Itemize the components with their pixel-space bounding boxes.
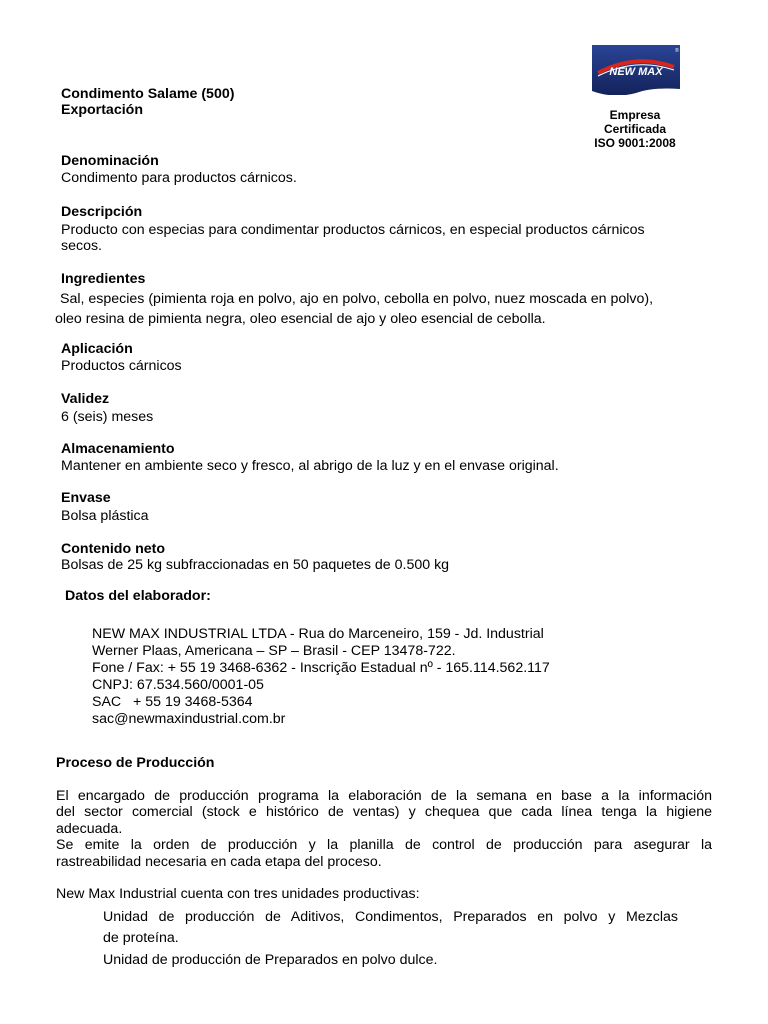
- ingredientes-heading: Ingredientes: [61, 271, 146, 287]
- units-intro: New Max Industrial cuenta con tres unidades productivas:: [56, 886, 420, 902]
- denominacion-text: Condimento para productos cárnicos.: [61, 170, 297, 186]
- contenido-heading: Contenido neto: [61, 541, 166, 557]
- document-title: Condimento Salame (500): [61, 86, 235, 102]
- proceso-p1-line-3: adecuada.: [56, 821, 123, 837]
- envase-heading: Envase: [61, 490, 111, 506]
- proceso-heading: Proceso de Producción: [56, 755, 215, 771]
- cert-line-2: Certificada: [603, 122, 667, 136]
- elaborador-line: CNPJ: 67.534.560/0001-05: [92, 677, 264, 693]
- contenido-text: Bolsas de 25 kg subfraccionadas en 50 paquetes de 0.500 kg: [61, 557, 450, 573]
- proceso-p2-line-1: Se emite la orden de producción y la planilla de control de producción para asegurar la: [56, 837, 712, 853]
- elaborador-line: Fone / Fax: + 55 19 3468-6362 - Inscrição Estadual nº - 165.114.562.117: [92, 660, 550, 676]
- ingredientes-line-2: oleo resina de pimienta negra, oleo esencial de ajo y oleo esencial de cebolla.: [55, 311, 546, 327]
- proceso-p1-line-2: del sector comercial (stock e histórico de ventas) y chequea que cada línea tenga la higiene: [56, 804, 712, 820]
- envase-text: Bolsa plástica: [61, 508, 149, 524]
- unit-1-line-1: Unidad de producción de Aditivos, Condimentos, Preparados en polvo y Mezclas: [103, 909, 678, 925]
- new-max-logo: [592, 45, 680, 95]
- unit-1-line-2: de proteína.: [103, 930, 179, 946]
- validez-text: 6 (seis) meses: [61, 409, 154, 425]
- almacenamiento-heading: Almacenamiento: [61, 441, 175, 457]
- proceso-p2-line-2: rastreabilidad necesaria en cada etapa del proceso.: [56, 854, 382, 870]
- descripcion-heading: Descripción: [61, 204, 143, 220]
- almacenamiento-text: Mantener en ambiente seco y fresco, al abrigo de la luz y en el envase original.: [61, 458, 559, 474]
- svg-text:®: ®: [675, 48, 679, 54]
- elaborador-line: Werner Plaas, Americana – SP – Brasil - CEP 13478-722.: [92, 643, 456, 659]
- validez-heading: Validez: [61, 391, 110, 407]
- denominacion-heading: Denominación: [61, 153, 159, 169]
- certification-block: [570, 108, 700, 150]
- elaborador-heading: Datos del elaborador:: [65, 588, 211, 604]
- descripcion-line-1: Producto con especias para condimentar productos cárnicos, en especial productos cárnicos: [61, 222, 645, 238]
- elaborador-line: NEW MAX INDUSTRIAL LTDA - Rua do Marceneiro, 159 - Jd. Industrial: [92, 626, 544, 642]
- cert-line-1: Empresa: [609, 108, 661, 122]
- elaborador-line: SAC + 55 19 3468-5364: [92, 694, 253, 710]
- logo-text: NEW MAX: [609, 66, 663, 78]
- cert-line-3: ISO 9001:2008: [594, 136, 676, 150]
- aplicacion-heading: Aplicación: [61, 341, 133, 357]
- unit-2: Unidad de producción de Preparados en polvo dulce.: [103, 952, 438, 968]
- descripcion-line-2: secos.: [61, 238, 103, 254]
- elaborador-email[interactable]: sac@newmaxindustrial.com.br: [92, 711, 286, 727]
- aplicacion-text: Productos cárnicos: [61, 358, 182, 374]
- ingredientes-line-1: Sal, especies (pimienta roja en polvo, ajo en polvo, cebolla en polvo, nuez moscada en polvo),: [60, 291, 654, 307]
- proceso-p1-line-1: El encargado de producción programa la elaboración de la semana en base a la información: [56, 788, 712, 804]
- document-subtitle: Exportación: [61, 102, 143, 118]
